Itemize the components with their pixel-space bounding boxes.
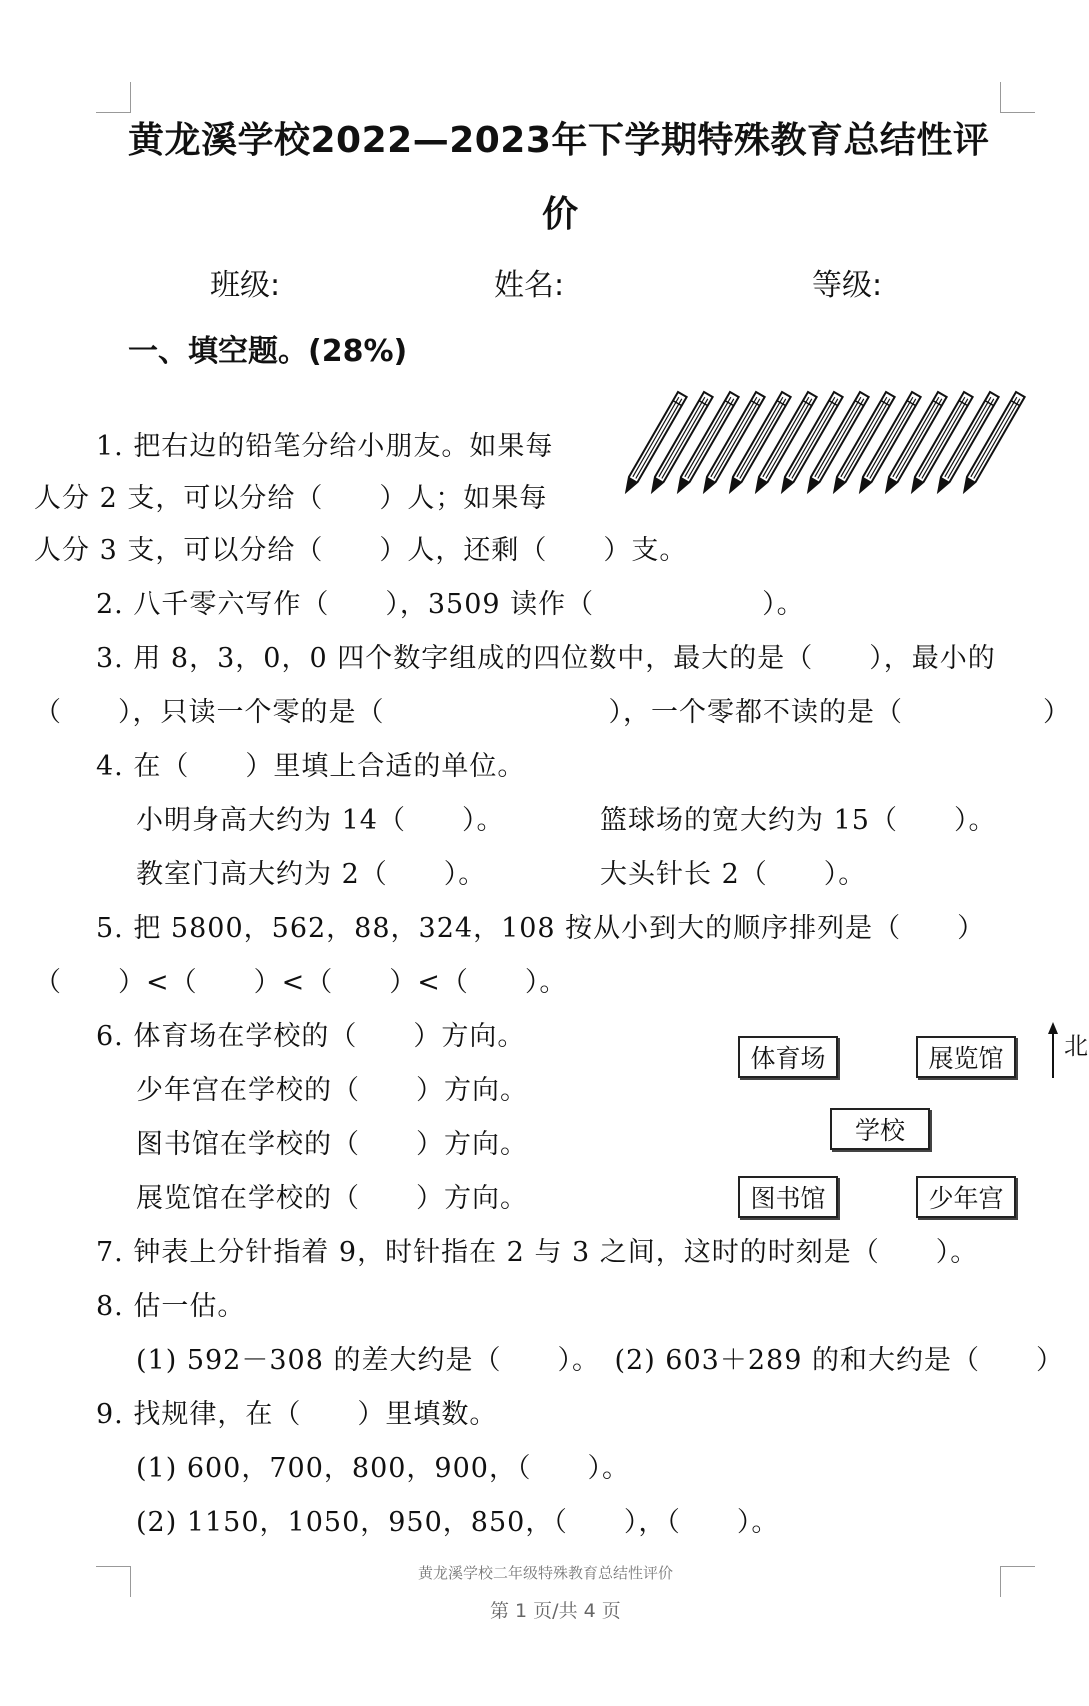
q3-line1: 3. 用 8，3，0，0 四个数字组成的四位数中，最大的是（ ），最小的 <box>96 643 996 674</box>
q9-line2: (1) 600，700，800，900，（ ）。 <box>136 1453 630 1484</box>
q1-line1: 1. 把右边的铅笔分给小朋友。如果每 <box>96 431 554 462</box>
q4-item-c: 教室门高大约为 2（ ）。 <box>136 859 487 890</box>
map-tiyuchang: 体育场 <box>738 1036 838 1078</box>
section-heading: 一、填空题。(28%) <box>128 334 408 369</box>
map-zhanlanguan: 展览馆 <box>916 1036 1016 1078</box>
north-arrow-icon <box>1044 1022 1062 1080</box>
q3-line2: （ ），只读一个零的是（ ），一个零都不读的是（ ） <box>34 697 1071 728</box>
grade-label: 等级: <box>812 268 883 303</box>
page-title-line2: 价 <box>542 194 579 235</box>
q9-line1: 9. 找规律，在（ ）里填数。 <box>96 1399 498 1430</box>
map-north-label: 北 <box>1064 1032 1089 1060</box>
q4-item-a: 小明身高大约为 14（ ）。 <box>136 805 505 836</box>
footer-page-number: 第 1 页/共 4 页 <box>490 1600 621 1622</box>
q4-line1: 4. 在（ ）里填上合适的单位。 <box>96 751 526 782</box>
pencils-illustration <box>620 386 1080 516</box>
q5-line1: 5. 把 5800，562，88，324，108 按从小到大的顺序排列是（ ） <box>96 913 986 944</box>
crop-mark-top-right <box>1000 82 1035 113</box>
q6-item-c: 图书馆在学校的（ ）方向。 <box>136 1129 528 1160</box>
crop-mark-top-left <box>96 82 131 113</box>
q9-line3: (2) 1150，1050，950，850，（ ），（ ）。 <box>136 1507 780 1538</box>
q1-line2: 人分 2 支，可以分给（ ）人；如果每 <box>34 483 548 514</box>
q4-item-b: 篮球场的宽大约为 15（ ）。 <box>600 805 997 836</box>
q4-item-d: 大头针长 2（ ）。 <box>600 859 867 890</box>
q2-line: 2. 八千零六写作（ ），3509 读作（ ）。 <box>96 589 805 620</box>
q1-line3: 人分 3 支，可以分给（ ）人，还剩（ ）支。 <box>34 535 688 566</box>
q8-line1: 8. 估一估。 <box>96 1291 246 1322</box>
crop-mark-bottom-right <box>1000 1566 1035 1597</box>
class-label: 班级: <box>210 268 281 303</box>
map-library: 图书馆 <box>738 1176 838 1218</box>
page-title-line1: 黄龙溪学校2022—2023年下学期特殊教育总结性评 <box>128 120 990 161</box>
q6-item-a: 6. 体育场在学校的（ ）方向。 <box>96 1021 526 1052</box>
footer-school: 黄龙溪学校二年级特殊教育总结性评价 <box>418 1564 674 1582</box>
map-shaoniangong: 少年宫 <box>916 1176 1016 1218</box>
q6-item-d: 展览馆在学校的（ ）方向。 <box>136 1183 528 1214</box>
q5-line2: （ ）<（ ）<（ ）<（ ）。 <box>34 967 568 998</box>
map-school: 学校 <box>830 1108 930 1150</box>
q8-line2: (1) 592－308 的差大约是（ ）。 (2) 603＋289 的和大约是（ ） <box>136 1345 1064 1376</box>
q6-item-b: 少年宫在学校的（ ）方向。 <box>136 1075 528 1106</box>
q7-line: 7. 钟表上分针指着 9，时针指在 2 与 3 之间，这时的时刻是（ ）。 <box>96 1237 979 1268</box>
name-label: 姓名: <box>494 268 565 303</box>
crop-mark-bottom-left <box>96 1566 131 1597</box>
